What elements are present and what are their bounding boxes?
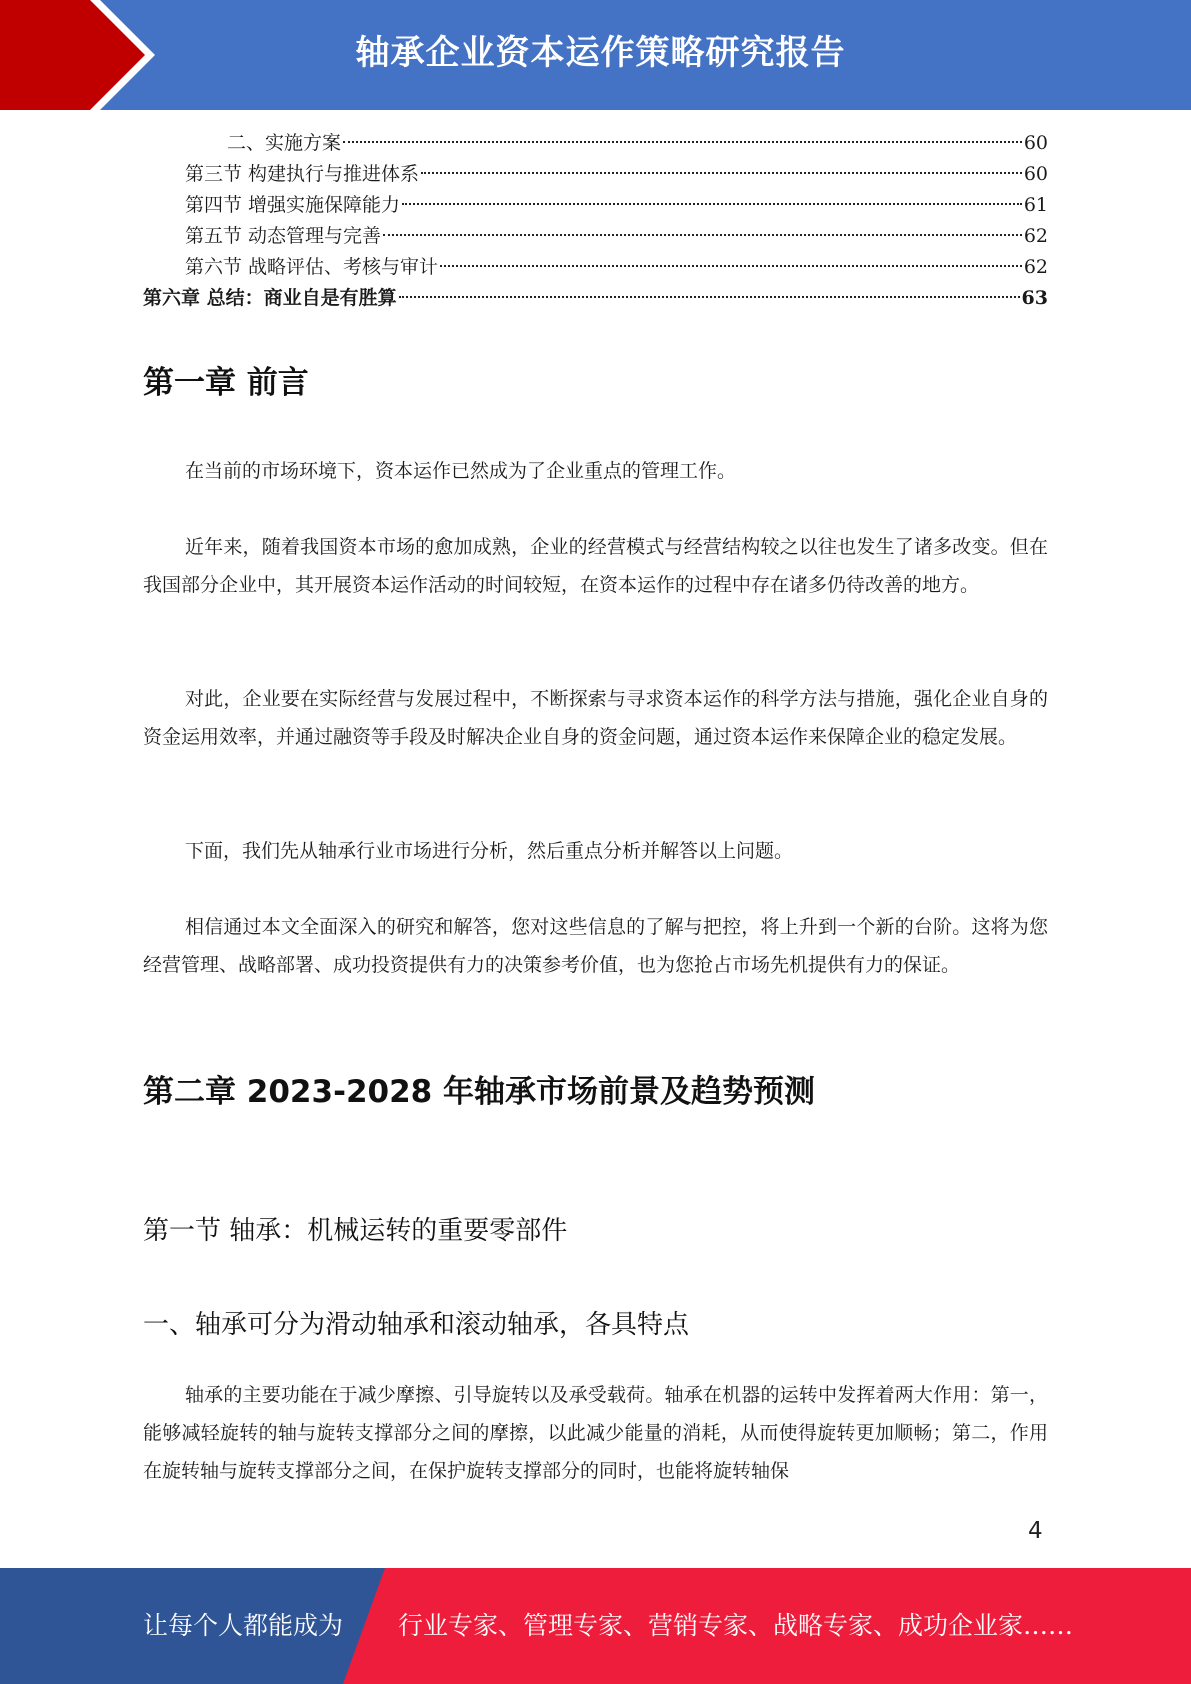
toc-leader-dots <box>343 141 1022 143</box>
toc-leader-dots <box>383 234 1022 236</box>
chapter-1-paragraph: 相信通过本文全面深入的研究和解答，您对这些信息的了解与把控，将上升到一个新的台阶。这将为您经营管理、战略部署、成功投资提供有力的决策参考价值，也为您抢占市场先机提供有力的保证。 <box>143 916 1048 976</box>
toc-entry-label: 第六章 总结：商业自是有胜算 <box>143 287 397 309</box>
toc-entry-page: 63 <box>1021 287 1048 309</box>
toc-entry-page: 60 <box>1023 163 1048 185</box>
footer-slogan-left: 让每个人都能成为 <box>143 1611 344 1640</box>
toc-entry[interactable] <box>143 283 1048 314</box>
toc-entry[interactable] <box>143 190 1048 221</box>
toc-entry-page: 62 <box>1023 225 1048 247</box>
section-heading: 第一节 轴承：机械运转的重要零部件 <box>143 1216 568 1246</box>
table-of-contents <box>143 128 1048 314</box>
footer-slogan-right: 行业专家、管理专家、营销专家、战略专家、成功企业家…… <box>398 1611 1074 1640</box>
toc-entry-page: 60 <box>1023 132 1048 154</box>
toc-leader-dots <box>440 265 1022 267</box>
chapter-1-paragraph: 在当前的市场环境下，资本运作已然成为了企业重点的管理工作。 <box>185 460 737 482</box>
chapter-2-heading: 第二章 2023-2028 年轴承市场前景及趋势预测 <box>143 1074 816 1110</box>
toc-leader-dots <box>402 203 1022 205</box>
toc-entry[interactable] <box>143 159 1048 190</box>
toc-entry-label: 第三节 构建执行与推进体系 <box>185 163 420 185</box>
toc-entry-label: 二、实施方案 <box>227 132 342 154</box>
chapter-1-heading: 第一章 前言 <box>143 365 309 401</box>
toc-entry[interactable] <box>143 252 1048 283</box>
chapter-1-paragraph: 对此，企业要在实际经营与发展过程中，不断探索与寻求资本运作的科学方法与措施，强化企业自身的资金运用效率，并通过融资等手段及时解决企业自身的资金问题，通过资本运作来保障企业的稳定发展。 <box>143 688 1048 748</box>
toc-entry-label: 第四节 增强实施保障能力 <box>185 194 401 216</box>
page-number: 4 <box>1028 1518 1043 1544</box>
toc-entry-page: 61 <box>1023 194 1048 216</box>
chapter-2-paragraph: 轴承的主要功能在于减少摩擦、引导旋转以及承受载荷。轴承在机器的运转中发挥着两大作用：第一，能够减轻旋转的轴与旋转支撑部分之间的摩擦，以此减少能量的消耗，从而使得旋转更加顺畅；第二，作用在旋转轴与旋转支撑部分之间，在保护旋转支撑部分的同时，也能将旋转轴保 <box>143 1384 1048 1482</box>
toc-entry-label: 第六节 战略评估、考核与审计 <box>185 256 439 278</box>
page-footer <box>0 1568 1191 1684</box>
toc-leader-dots <box>399 296 1020 298</box>
subsection-heading: 一、轴承可分为滑动轴承和滚动轴承，各具特点 <box>143 1310 690 1340</box>
chapter-1-paragraph: 下面，我们先从轴承行业市场进行分析，然后重点分析并解答以上问题。 <box>185 840 794 862</box>
toc-entry[interactable] <box>143 128 1048 159</box>
toc-entry-label: 第五节 动态管理与完善 <box>185 225 382 247</box>
toc-entry[interactable] <box>143 221 1048 252</box>
page-header <box>0 0 1191 110</box>
toc-entry-page: 62 <box>1023 256 1048 278</box>
report-title: 轴承企业资本运作策略研究报告 <box>355 33 846 73</box>
toc-leader-dots <box>421 172 1022 174</box>
chapter-1-paragraph: 近年来，随着我国资本市场的愈加成熟，企业的经营模式与经营结构较之以往也发生了诸多改变。但在我国部分企业中，其开展资本运作活动的时间较短，在资本运作的过程中存在诸多仍待改善的地方。 <box>143 536 1048 596</box>
